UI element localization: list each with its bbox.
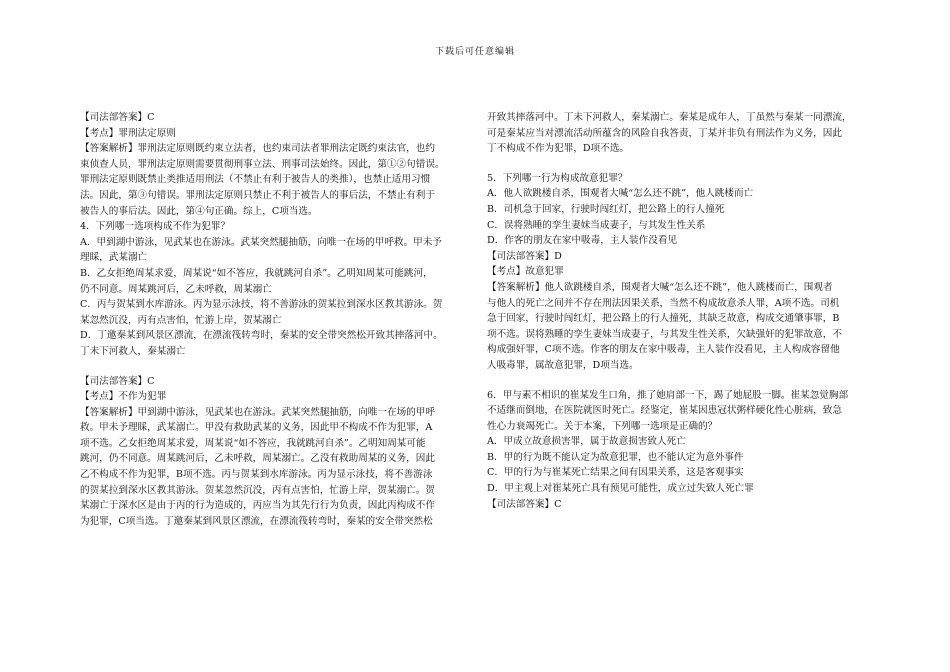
text-line: 仍不同意。周某跳河后，乙未呼救，周某溺亡 [80, 283, 272, 295]
text-line: 【答案解析】他人欲跳楼自杀，围观者大喊“怎么还不跳”，他人跳楼而亡，围观者 [487, 281, 833, 293]
text-line: 构成强奸罪，C项不选。作客的朋友在家中吸毒，主人装作没看见，主人构成容留他 [487, 344, 840, 356]
text-line: 项不选。误将熟睡的孪生妻妹当成妻子，与其发生性关系，欠缺强奸的犯罪故意，不 [487, 328, 842, 340]
text-line: 项不选。乙女拒绝周某求爱，周某说“如不答应，我就跳河自杀”。乙明知周某可能 [80, 437, 426, 449]
text-line: A．甲成立故意损害罪，属于故意损害致人死亡 [487, 436, 686, 448]
text-line: 【司法部答案】C [80, 375, 155, 387]
text-line: C．误将熟睡的孪生妻妹当成妻子，与其发生性关系 [487, 219, 706, 231]
text-line: 【考点】不作为犯罪 [80, 391, 167, 403]
page-header: 下载后可任意编辑 [434, 47, 515, 57]
text-line [487, 374, 879, 388]
text-line: 【考点】故意犯罪 [487, 266, 564, 278]
text-line: A．甲到湖中游泳，见武某也在游泳。武某突然腿抽筋，向唯一在场的甲呼救。甲未予 [80, 236, 442, 248]
left-column [80, 110, 472, 529]
text-line: 【答案解析】罪刑法定原则既约束立法者，也约束司法者罪刑法定既约束法官，也约 [80, 143, 435, 155]
text-line: 救。甲未予理睬，武某溺亡。甲没有救助武某的义务，因此甲不构成不作为犯罪，A [80, 422, 433, 434]
text-line: 【司法部答案】D [487, 250, 562, 262]
text-line: 为犯罪，C项当选。丁邀秦某到风景区漂流，在漂流筏转弯时，秦某的安全带突然松 [80, 515, 433, 527]
text-line: D．作客的朋友在家中吸毒，主人装作没看见 [487, 235, 677, 247]
text-line: 丁不构成不作为犯罪，D项不选。 [487, 143, 630, 155]
text-line: B．甲的行为既不能认定为故意犯罪，也不能认定为意外事件 [487, 451, 744, 463]
text-line: 法。因此，第③句错误。罪刑法定原则只禁止不利于被告人的事后法，不禁止有利于 [80, 189, 435, 201]
text-line: C．甲的行为与崔某死亡结果之间有因果关系，这是客观事实 [487, 467, 744, 479]
text-line [487, 157, 879, 171]
text-line: 的贺某拉到深水区教其游泳。贺某忽然沉没，丙有点害怕，忙游上岸，贺某溺亡。贺 [80, 484, 435, 496]
text-line: 丁未下河救人，秦某溺亡 [80, 345, 186, 357]
text-line: 4．下列哪一选项构成不作为犯罪？ [80, 221, 231, 233]
text-line: 罪刑法定原则既禁止类推适用刑法（不禁止有利于被告人的类推），也禁止适用习惯 [80, 174, 431, 186]
text-line: 可是秦某应当对漂流活动所蕴含的风险自我答责，丁某并非负有刑法作为义务，因此 [487, 127, 842, 139]
text-line: 某溺亡于深水区是由于丙的行为造成的，丙应当为其先行行为负责，因此丙构成不作 [80, 500, 435, 512]
text-line: 理睬，武某溺亡 [80, 252, 148, 264]
text-line: C．丙与贺某到水库游泳。丙为显示泳技，将不善游泳的贺某拉到深水区教其游泳。贺 [80, 299, 443, 311]
text-line: 【考点】罪刑法定原则 [80, 127, 176, 139]
text-line: 乙不构成不作为犯罪，B项不选。丙与贺某到水库游泳。丙为显示泳技，将不善游泳 [80, 469, 433, 481]
text-line: 6．甲与素不相识的崔某发生口角，推了她肩部一下，踢了她屁股一脚。崔某忽觉胸部 [487, 389, 849, 401]
text-line: 5．下列哪一行为构成故意犯罪？ [487, 172, 628, 184]
text-line: 【答案解析】甲到湖中游泳，见武某也在游泳。武某突然腿抽筋，向唯一在场的甲呼 [80, 406, 435, 418]
text-line: 某忽然沉没，丙有点害怕，忙游上岸，贺某溺亡 [80, 314, 282, 326]
text-line: 开致其摔落河中。丁未下河救人，秦某溺亡。秦某是成年人，丁虽然与秦某一同漂流， [487, 112, 852, 123]
text-line: 性心力衰竭死亡。关于本案，下列哪一选项是正确的？ [487, 420, 718, 432]
text-line: 束侦查人员，罪刑法定原则需要贯彻刑事立法、刑事司法始终。因此，第①②句错误。 [80, 158, 445, 170]
text-line: 不适继而倒地，在医院就医时死亡。经鉴定，崔某因患冠状粥样硬化性心脏病，致急 [487, 405, 842, 417]
text-line: 人吸毒罪，属故意犯罪，D项当选。 [487, 359, 639, 371]
right-column [487, 110, 879, 512]
text-line: D．丁邀秦某到风景区漂流，在漂流筏转弯时，秦某的安全带突然松开致其摔落河中。 [80, 330, 443, 342]
text-line: 被告人的事后法。因此，第④句正确。综上，C项当选。 [80, 205, 318, 217]
text-line: 跳河，仍不同意。周某跳河后，乙未呼救，周某溺亡。乙没有救助周某的义务，因此 [80, 453, 435, 465]
text-line: B．乙女拒绝周某求爱，周某说“如不答应，我就跳河自杀”。乙明知周某可能跳河， [80, 267, 433, 279]
text-line: A．他人欲跳楼自杀，围观者大喊“怎么还不跳”，他人跳楼而亡 [487, 188, 754, 200]
text-line: 与他人的死亡之间并不存在刑法因果关系，当然不构成故意杀人罪，A项不选。司机 [487, 297, 840, 309]
text-line: B．司机急于回家，行驶时闯红灯，把公路上的行人撞死 [487, 203, 725, 215]
text-line: D．甲主观上对崔某死亡具有预见可能性，成立过失致人死亡罪 [487, 483, 754, 495]
text-line: 【司法部答案】C [80, 112, 155, 123]
text-line: 急于回家，行驶时闯红灯，把公路上的行人撞死，其缺乏故意，构成交通肇事罪，B [487, 313, 840, 325]
text-line: 【司法部答案】C [487, 498, 562, 510]
text-line [80, 360, 472, 374]
